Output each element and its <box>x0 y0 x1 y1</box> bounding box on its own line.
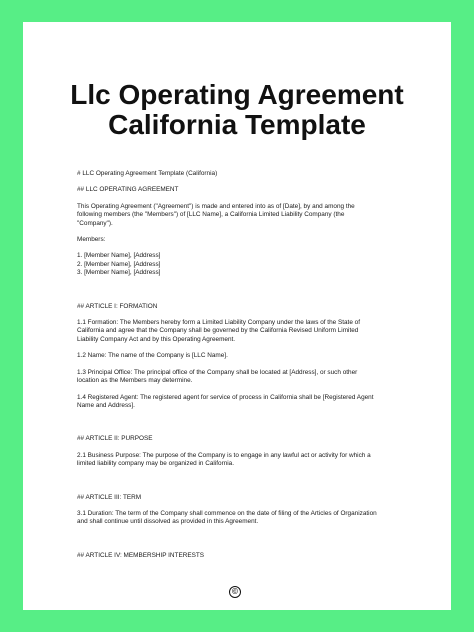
section-2-1-line-1: 2.1 Business Purpose: The purpose of the Company is to engage in any lawful act or activity for which a <box>77 451 371 459</box>
section-1-4-line-1: 1.4 Registered Agent: The registered agent for service of process in California shall be [Registered Agent <box>77 393 374 401</box>
intro-line-3: "Company"). <box>77 219 113 227</box>
members-label: Members: <box>77 236 106 244</box>
title-line-2: California Template <box>108 109 366 140</box>
member-item-3: 3. [Member Name], [Address] <box>77 269 161 277</box>
template-heading: # LLC Operating Agreement Template (California) <box>77 170 218 177</box>
intro-line-2: following members (the "Members") of [LLC Name], a California Limited Liability Company (the <box>77 211 345 219</box>
section-3-1-line-2: and shall continue until dissolved as provided in this Agreement. <box>77 518 259 526</box>
copyright-icon: © <box>229 586 241 598</box>
article-3-heading: ## ARTICLE III: TERM <box>77 493 142 501</box>
document-page <box>23 22 451 610</box>
agreement-heading: ## LLC OPERATING AGREEMENT <box>77 186 179 194</box>
title-line-1: Llc Operating Agreement <box>70 79 404 110</box>
section-2-1-line-2: limited liability company may be organized in California. <box>77 460 234 468</box>
section-1-4-line-2: Name and Address]. <box>77 401 135 409</box>
section-1-1-line-1: 1.1 Formation: The Members hereby form a Limited Liability Company under the laws of the State of <box>77 319 360 327</box>
page-title <box>23 80 451 140</box>
section-3-1-line-1: 3.1 Duration: The term of the Company shall commence on the date of filing of the Articles of Organization <box>77 509 377 517</box>
member-item-2: 2. [Member Name], [Address] <box>77 260 161 268</box>
article-1-heading: ## ARTICLE I: FORMATION <box>77 302 158 310</box>
document-body <box>77 170 407 560</box>
section-1-3-line-1: 1.3 Principal Office: The principal office of the Company shall be located at [Address], or such other <box>77 368 358 376</box>
section-1-1-line-3: Liability Company Act and by this Operating Agreement. <box>77 335 236 343</box>
intro-line-1: This Operating Agreement ("Agreement") is made and entered into as of [Date], by and among the <box>77 202 355 210</box>
section-1-3-line-2: location as the Members may determine. <box>77 377 193 385</box>
section-1-1-line-2: California and agree that the Company shall be governed by the California Revised Uniform Limited <box>77 327 359 335</box>
article-4-heading: ## ARTICLE IV: MEMBERSHIP INTERESTS <box>77 551 205 559</box>
member-item-1: 1. [Member Name], [Address] <box>77 252 161 260</box>
article-2-heading: ## ARTICLE II: PURPOSE <box>77 435 153 443</box>
section-1-2: 1.2 Name: The name of the Company is [LLC Name]. <box>77 352 228 360</box>
